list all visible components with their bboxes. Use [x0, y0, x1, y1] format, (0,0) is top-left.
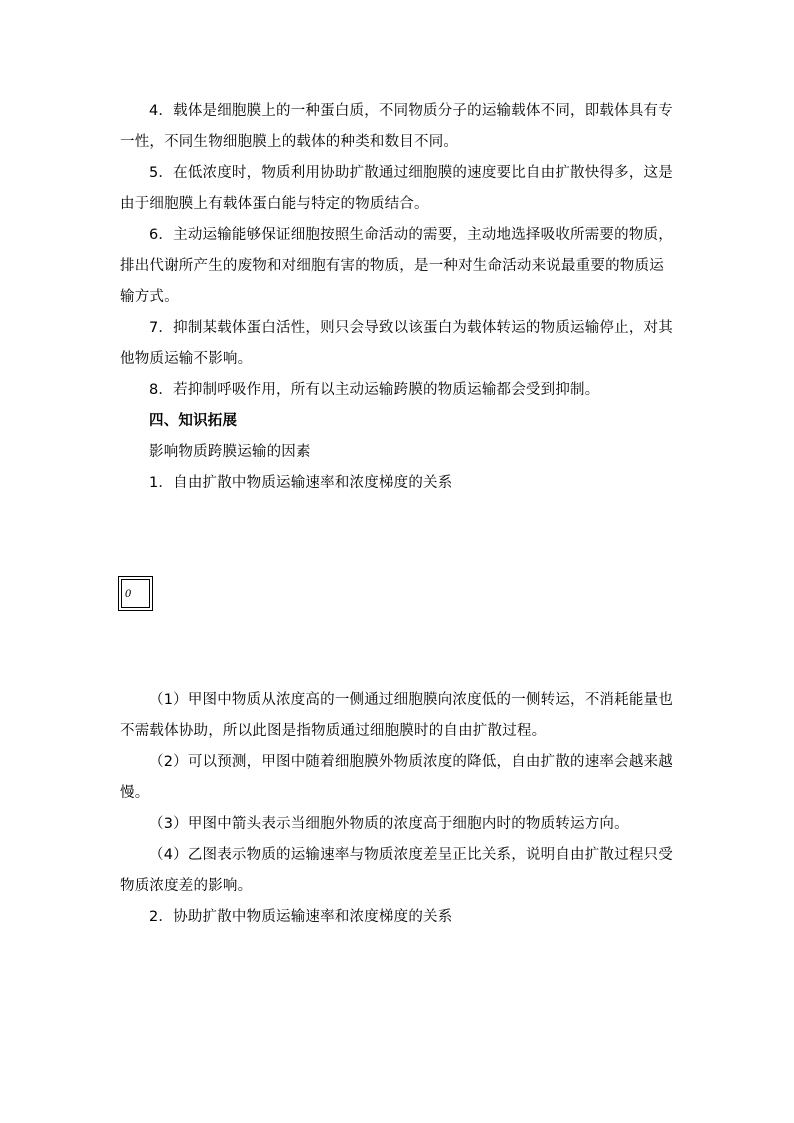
figure-placeholder [118, 576, 153, 611]
item-2-title: 2．协助扩散中物质运输速率和浓度梯度的关系 [149, 909, 453, 925]
paragraph-4: 4．载体是细胞膜上的一种蛋白质，不同物质分子的运输载体不同，即载体具有专一性，不同生物细胞膜上的载体的种类和数目不同。 [120, 103, 673, 150]
figure-inner-frame [121, 579, 150, 608]
section-heading: 四、知识拓展 [149, 413, 238, 429]
paragraph-8: 8．若抑制呼吸作用，所有以主动运输跨膜的物质运输都会受到抑制。 [149, 382, 600, 398]
statement-3: （3）甲图中箭头表示当细胞外物质的浓度高于细胞内时的物质转运方向。 [149, 816, 629, 832]
subtitle: 影响物质跨膜运输的因素 [149, 444, 311, 460]
statement-1: （1）甲图中物质从浓度高的一侧通过细胞膜向浓度低的一侧转运，不消耗能量也不需载体协助，所以此图是指物质通过细胞膜时的自由扩散过程。 [120, 692, 673, 739]
paragraph-7: 7．抑制某载体蛋白活性，则只会导致以该蛋白为载体转运的物质运输停止，对其他物质运输不影响。 [120, 320, 673, 367]
statement-2: （2）可以预测，甲图中随着细胞膜外物质浓度的降低，自由扩散的速率会越来越慢。 [120, 754, 673, 801]
statement-4: （4）乙图表示物质的运输速率与物质浓度差呈正比关系，说明自由扩散过程只受物质浓度差的影响。 [120, 847, 673, 894]
paragraph-5: 5．在低浓度时，物质利用协助扩散通过细胞膜的速度要比自由扩散快得多，这是由于细胞膜上有载体蛋白能与特定的物质结合。 [120, 165, 673, 212]
paragraph-6: 6．主动运输能够保证细胞按照生命活动的需要，主动地选择吸收所需要的物质，排出代谢所产生的废物和对细胞有害的物质，是一种对生命活动来说最重要的物质运输方式。 [120, 227, 673, 305]
figure-label: 0 [125, 586, 131, 600]
item-1-title: 1．自由扩散中物质运输速率和浓度梯度的关系 [149, 475, 453, 491]
